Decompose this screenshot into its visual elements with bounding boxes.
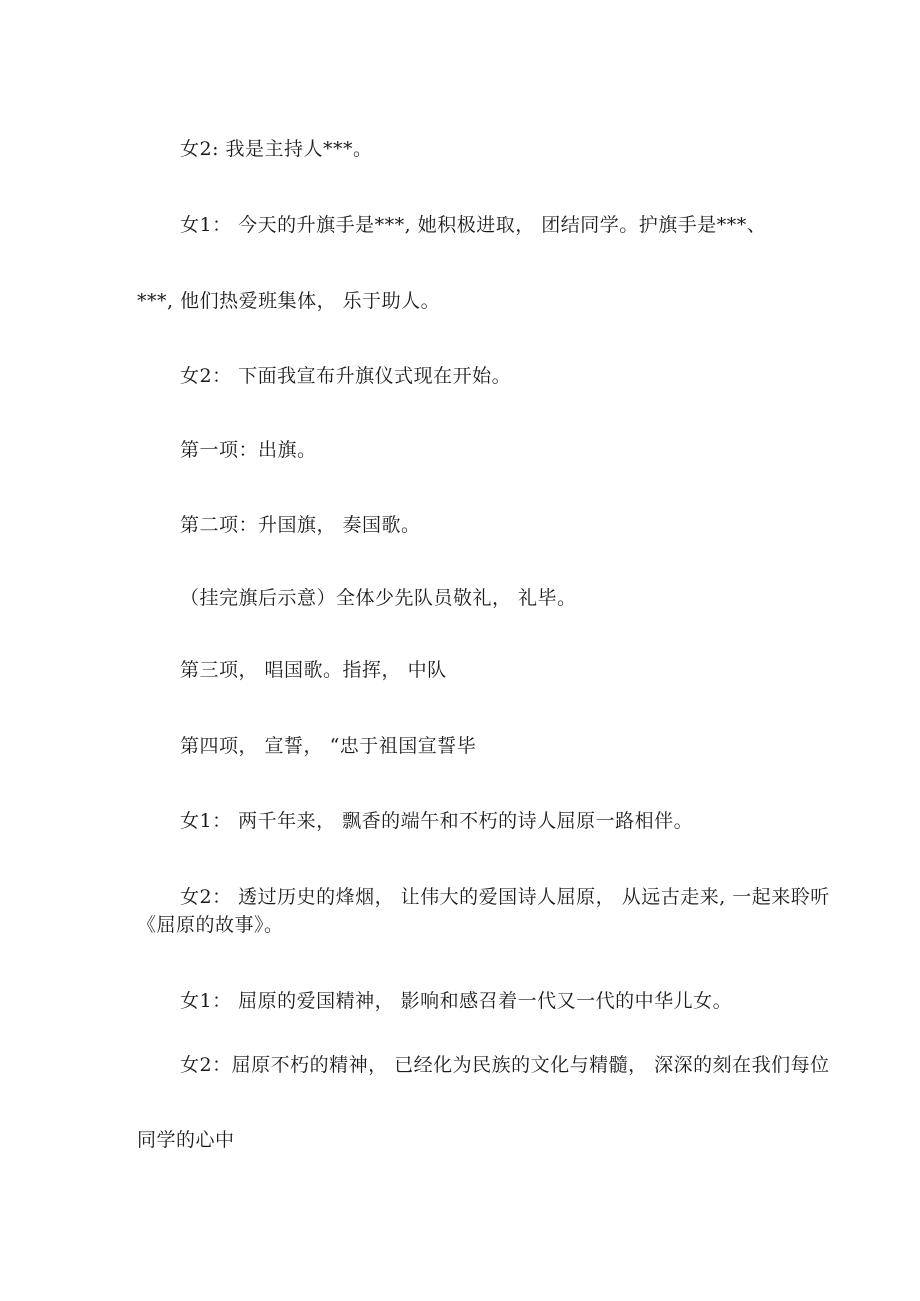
paragraph-line: 同学的心中 xyxy=(137,1129,235,1151)
paragraph-line: 第二项：升国旗， 奏国歌。 xyxy=(180,514,421,536)
paragraph-line: ***, 他们热爱班集体， 乐于助人。 xyxy=(137,290,441,312)
paragraph-line: 《屈原的故事》。 xyxy=(137,914,284,936)
paragraph-line: 女2： 下面我宣布升旗仪式现在开始。 xyxy=(180,365,512,387)
paragraph-line: 女1： 屈原的爱国精神， 影响和感召着一代又一代的中华儿女。 xyxy=(180,990,733,1012)
paragraph-line: （挂完旗后示意）全体少先队员敬礼， 礼毕。 xyxy=(180,587,577,609)
paragraph-line: 女2：屈原不朽的精神， 已经化为民族的文化与精髓， 深深的刻在我们每位 xyxy=(180,1054,830,1076)
paragraph-line: 第三项， 唱国歌。指挥， 中队 xyxy=(180,659,447,681)
paragraph-line: 女2: 我是主持人***。 xyxy=(180,138,373,160)
paragraph-line: 女2： 透过历史的烽烟， 让伟大的爱国诗人屈原， 从远古走来, 一起来聆听 xyxy=(180,886,830,908)
paragraph-line: 女1： 今天的升旗手是***, 她积极进取， 团结同学。护旗手是***、 xyxy=(180,214,767,236)
paragraph-line: 女1： 两千年来， 飘香的端午和不朽的诗人屈原一路相伴。 xyxy=(180,810,694,832)
paragraph-line: 第一项：出旗。 xyxy=(180,439,317,461)
paragraph-line: 第四项， 宣誓， “忠于祖国宣誓毕 xyxy=(180,735,477,757)
